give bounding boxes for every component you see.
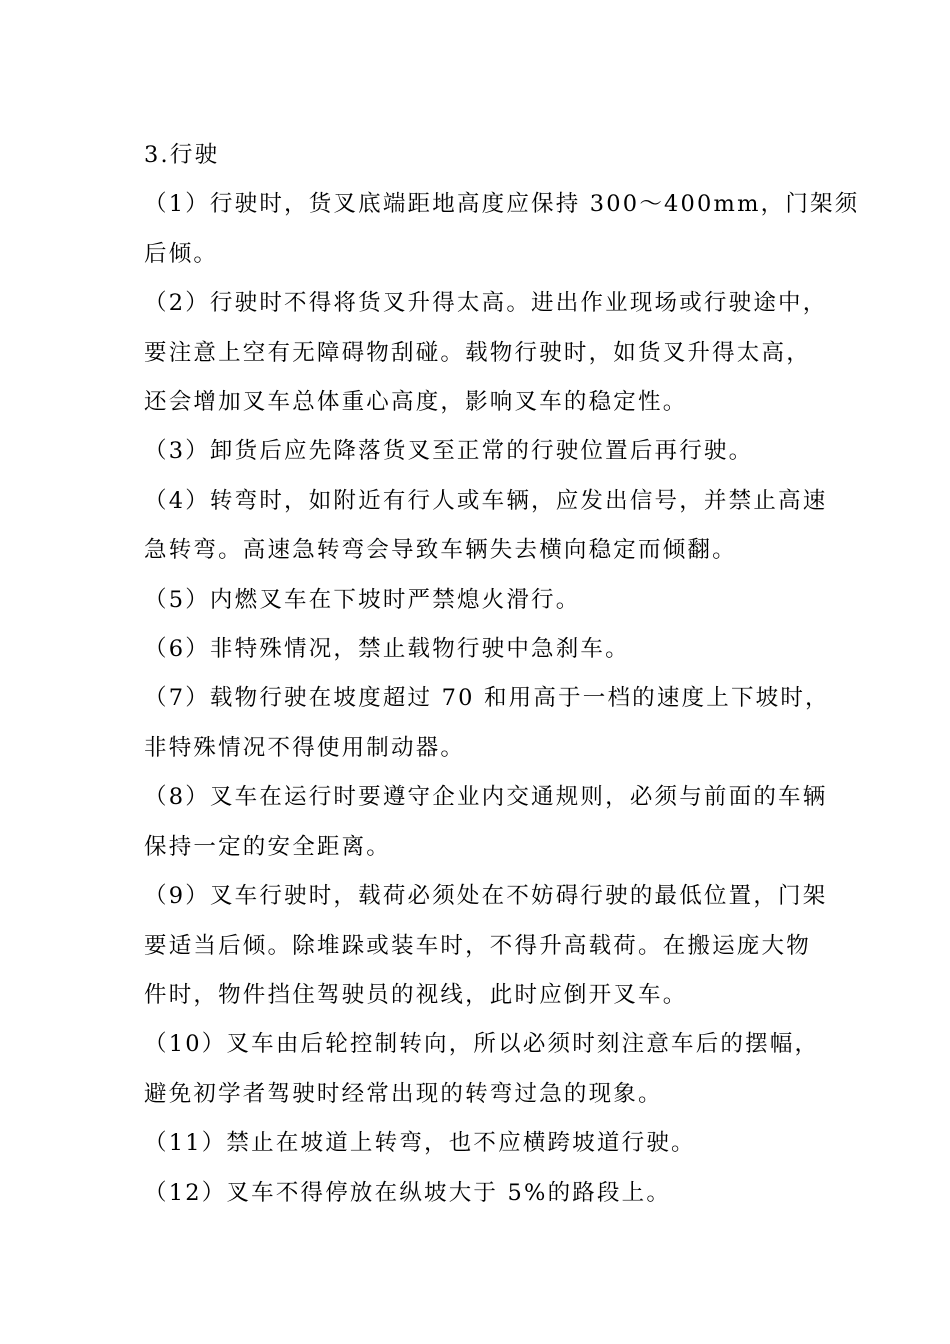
text-line: 要注意上空有无障碍物刮碰。载物行驶时，如货叉升得太高， bbox=[144, 339, 811, 366]
text-line: 非特殊情况不得使用制动器。 bbox=[144, 734, 466, 761]
section-title: 3.行驶 bbox=[144, 142, 220, 168]
text-line: （7）载物行驶在坡度超过 70 和用高于一档的速度上下坡时， bbox=[144, 685, 830, 712]
text-line: 后倾。 bbox=[144, 240, 219, 267]
text-line: 要适当后倾。除堆跺或装车时，不得升高载荷。在搬运庞大物 bbox=[144, 932, 811, 959]
text-line: 避免初学者驾驶时经常出现的转弯过急的现象。 bbox=[144, 1080, 663, 1107]
text-line: （3）卸货后应先降落货叉至正常的行驶位置后再行驶。 bbox=[144, 438, 754, 465]
text-line: （5）内燃叉车在下坡时严禁熄火滑行。 bbox=[144, 586, 581, 613]
text-line: （4）转弯时，如附近有行人或车辆，应发出信号，并禁止高速 bbox=[144, 487, 828, 514]
text-line: （1）行驶时，货叉底端距地高度应保持 300～400mm，门架须 bbox=[144, 191, 860, 218]
text-line: （2）行驶时不得将货叉升得太高。进出作业现场或行驶途中， bbox=[144, 290, 828, 317]
text-line: （12）叉车不得停放在纵坡大于 5%的路段上。 bbox=[144, 1179, 672, 1206]
text-line: （10）叉车由后轮控制转向，所以必须时刻注意车后的摆幅， bbox=[144, 1031, 820, 1058]
text-line: 还会增加叉车总体重心高度，影响叉车的稳定性。 bbox=[144, 389, 688, 416]
text-line: 急转弯。高速急转弯会导致车辆失去横向稳定而倾翻。 bbox=[144, 537, 737, 564]
text-line: （6）非特殊情况，禁止载物行驶中急刹车。 bbox=[144, 636, 630, 663]
text-line: （9）叉车行驶时，载荷必须处在不妨碍行驶的最低位置，门架 bbox=[144, 883, 828, 910]
text-line: 件时，物件挡住驾驶员的视线，此时应倒开叉车。 bbox=[144, 981, 688, 1008]
text-line: （11）禁止在坡道上转弯，也不应横跨坡道行驶。 bbox=[144, 1130, 696, 1157]
text-line: 保持一定的安全距离。 bbox=[144, 833, 392, 860]
document-body bbox=[144, 131, 860, 1218]
text-line: （8）叉车在运行时要遵守企业内交通规则，必须与前面的车辆 bbox=[144, 784, 828, 811]
